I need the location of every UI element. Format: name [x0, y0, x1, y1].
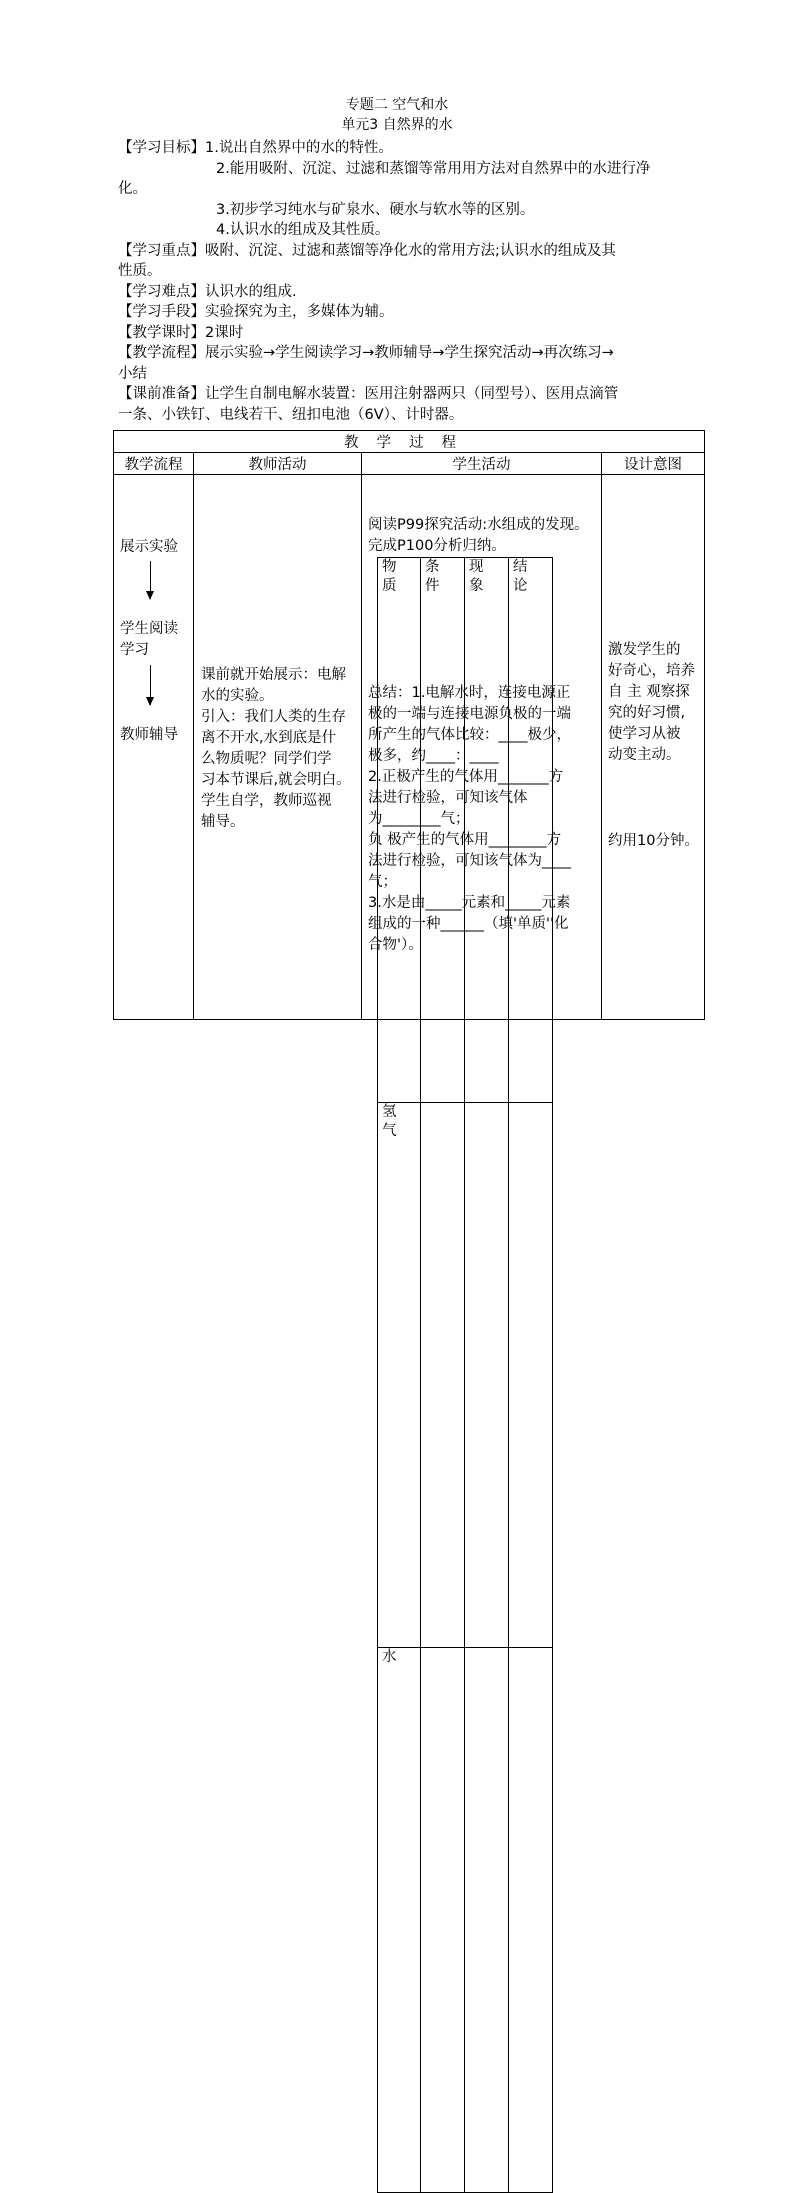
col-header-student: 学生活动 — [362, 453, 602, 475]
teacher-line: 学生自学，教师巡视 — [201, 793, 332, 809]
inner-header-char: 条 — [425, 559, 440, 575]
lesson-intro — [118, 138, 688, 425]
flow-step-show-experiment: 展示实验 — [120, 539, 178, 555]
design-line: 激发学生的 — [608, 642, 681, 658]
goals-line-1 — [118, 138, 688, 159]
inner-cell — [465, 1648, 509, 2193]
flow-line — [118, 343, 688, 364]
summary-line: 负 极产生的气体用________方 — [368, 832, 562, 848]
inner-cell — [421, 1648, 465, 2193]
inner-header-char: 物 — [382, 559, 397, 575]
flow-text: 展示实验→学生阅读学习→教师辅导→学生探究活动→再次练习→ — [205, 345, 614, 361]
goal-2: 2.能用吸附、沉淀、过滤和蒸馏等常用用方法对自然界中的水进行净 — [216, 160, 651, 177]
flow-cell — [114, 475, 194, 1020]
goal-4: 4.认识水的组成及其性质。 — [216, 222, 390, 238]
inner-header-char: 象 — [469, 578, 484, 594]
prep-line — [118, 384, 688, 405]
prep-text: 让学生自制电解水装置：医用注射器两只（同型号）、医用点滴管 — [205, 386, 619, 402]
goal-2-cont: 化。 — [118, 181, 147, 197]
student-line: 阅读P99探究活动:水组成的发现。 — [368, 517, 589, 533]
goal-3: 3.初步学习纯水与矿泉水、硬水与软水等的区别。 — [216, 201, 535, 218]
design-line: 究的好习惯, — [608, 705, 686, 721]
inner-header-char: 论 — [513, 578, 528, 594]
design-line: 好奇心，培养 — [608, 663, 695, 679]
teacher-line: 么物质呢？同学们学 — [201, 751, 332, 767]
down-arrow-icon — [150, 561, 151, 599]
inner-cell — [465, 1103, 509, 1648]
means-text: 实验探究为主，多媒体为辅。 — [205, 304, 394, 320]
flow-step-student-reading: 学生阅读 — [120, 621, 178, 637]
summary-line: 2.正极产生的气体用_______方 — [368, 769, 564, 785]
teacher-line: 辅导。 — [201, 814, 245, 830]
summary-line: 法进行检验，可知该气体为____ — [368, 853, 571, 869]
teacher-line: 课前就开始展示：电解 — [201, 667, 346, 683]
inner-header-char: 现 — [469, 559, 484, 575]
design-intent-text — [608, 640, 700, 766]
student-activity-cell — [362, 475, 602, 1665]
summary-line: 总结：1.电解水时，连接电源正 — [368, 685, 571, 701]
teacher-activity-text — [201, 665, 359, 833]
design-line: 自 主 观察探 — [608, 684, 690, 700]
teacher-line: 习本节课后,就会明白。 — [201, 772, 351, 788]
summary-line: 极多，约____：____ — [368, 748, 499, 764]
teacher-line: 引入：我们人类的生存 — [201, 709, 346, 725]
design-line: 使学习从被 — [608, 726, 681, 742]
inner-header-char: 件 — [425, 578, 440, 594]
summary-line: 组成的一种______（填'单质''化 — [368, 916, 569, 932]
col-header-teacher: 教师活动 — [194, 453, 362, 475]
difficulty-text: 认识水的组成. — [205, 283, 297, 300]
design-line: 动变主动。 — [608, 747, 681, 763]
inner-row-char: 氢 — [382, 1104, 397, 1120]
process-title: 教学过程 — [114, 431, 705, 453]
flow-label: 【教学流程】 — [118, 345, 205, 361]
inner-row-hydrogen — [378, 1103, 421, 1648]
col-header-design: 设计意图 — [602, 453, 705, 475]
means-line — [118, 302, 688, 323]
means-label: 【学习手段】 — [118, 304, 205, 320]
summary-line: 法进行检验，可知该气体 — [368, 790, 528, 806]
inner-header-char: 结 — [513, 559, 528, 575]
summary-line: 合物'）。 — [368, 937, 423, 953]
teacher-line: 水的实验。 — [201, 688, 274, 704]
inner-row-char: 气 — [382, 1123, 397, 1139]
student-instructions — [368, 515, 596, 557]
hours-text: 2课时 — [205, 324, 244, 341]
summary-line: 3.水是由_____元素和_____元素 — [368, 895, 571, 911]
difficulty-label: 【学习难点】 — [118, 283, 205, 300]
student-line: 完成P100分析归纳。 — [368, 538, 506, 554]
topic-title: 专题二 空气和水 — [345, 97, 449, 113]
inner-cell — [509, 1648, 553, 2193]
inner-cell — [421, 1103, 465, 1648]
unit-title: 单元3 自然界的水 — [341, 117, 453, 133]
inner-cell — [509, 1103, 553, 1648]
goals-label: 【学习目标】 — [118, 140, 205, 156]
prep-label: 【课前准备】 — [118, 386, 205, 402]
down-arrow-icon — [150, 665, 151, 705]
hours-line — [118, 323, 688, 344]
design-time-note: 约用10分钟。 — [608, 833, 699, 849]
teacher-line: 离不开水,水到底是什 — [201, 730, 337, 746]
teaching-process-table — [113, 430, 705, 1665]
key-label: 【学习重点】 — [118, 242, 205, 259]
goal-1: 1.说出自然界中的水的特性。 — [205, 140, 393, 156]
key-points-cont: 性质。 — [118, 263, 162, 279]
student-summary — [368, 683, 600, 956]
design-intent-cell — [602, 475, 705, 1020]
flow-step-student-reading-cont: 学习 — [120, 642, 149, 658]
summary-line: 为________气； — [368, 811, 470, 827]
key-points-line — [118, 241, 688, 262]
summary-line: 气； — [368, 874, 397, 890]
flow-step-teacher-tutoring: 教师辅导 — [120, 727, 178, 743]
difficulty-line — [118, 282, 688, 303]
key-text: 吸附、沉淀、过滤和蒸馏等净化水的常用方法;认识水的组成及其 — [205, 242, 616, 259]
prep-cont: 一条、小铁钉、电线若干、纽扣电池（6V）、计时器。 — [118, 406, 464, 423]
flow-cont: 小结 — [118, 365, 147, 382]
summary-line: 所产生的气体比较：____极少， — [368, 727, 571, 743]
inner-header-char: 质 — [382, 578, 397, 594]
hours-label: 【教学课时】 — [118, 324, 205, 341]
teacher-activity-cell — [194, 475, 362, 1020]
summary-line: 极的一端与连接电源负极的一端 — [368, 706, 571, 722]
inner-row-water: 水 — [378, 1648, 421, 2193]
col-header-flow: 教学流程 — [114, 453, 194, 475]
